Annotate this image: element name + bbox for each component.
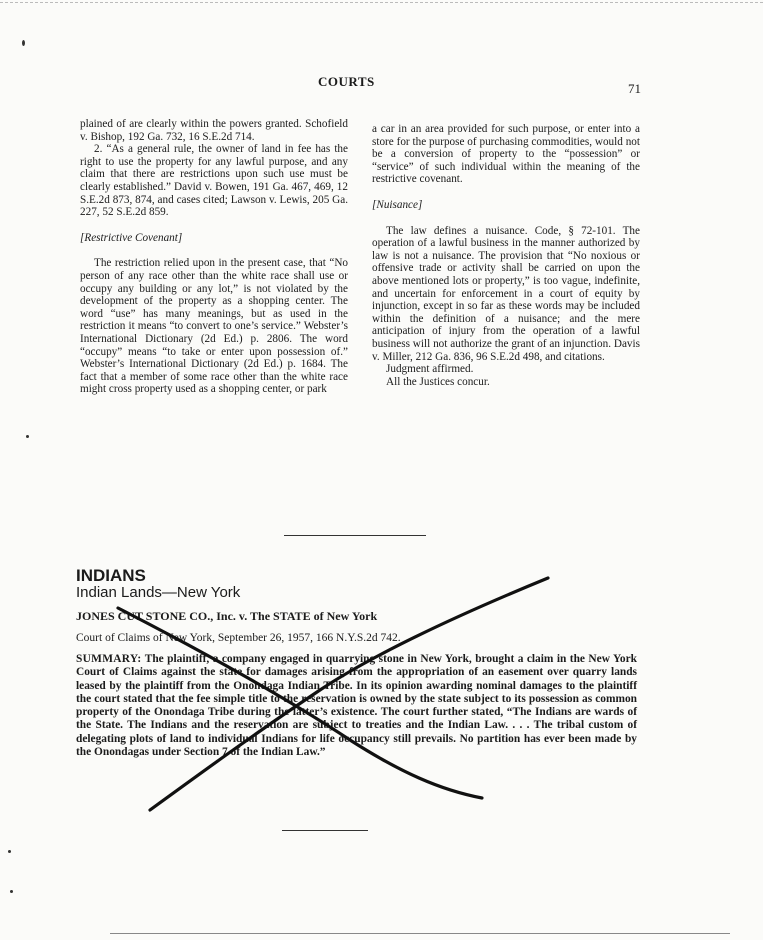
section-heading-restrictive-covenant: [Restrictive Covenant] — [80, 231, 183, 244]
section-heading-nuisance: [Nuisance] — [372, 198, 423, 211]
scan-speck — [22, 40, 25, 46]
footer-divider — [282, 830, 368, 831]
section-title: INDIANS — [76, 566, 146, 585]
scan-edge-top — [0, 2, 763, 3]
scan-speck — [8, 850, 11, 853]
summary-label: SUMMARY: — [76, 653, 142, 665]
left-column — [80, 118, 348, 396]
case-citation: Court of Claims of New York, September 26, 1957, 166 N.Y.S.2d 742. — [76, 632, 401, 644]
page-number: 71 — [628, 81, 641, 96]
scan-speck — [10, 890, 13, 893]
case-summary — [76, 653, 637, 759]
case-title: JONES CUT STONE CO., Inc. v. The STATE of New York — [76, 609, 378, 623]
running-header: COURTS — [318, 74, 375, 89]
scan-speck — [26, 435, 29, 438]
summary-text: The plaintiff, a company engaged in quarrying stone in New York, brought a claim in the New York Court of Claims against the state for damages arising from the appropriation of an easement over quarry lands leased by the plaintiff from the Onondaga Indian Tribe. In its opinion awarding nominal damages to the plaintiff the court stated that the fee simple title to the reservation is owned by the state subject to its possession as common property of the Onondaga Tribe during the latter’s existence. The court further stated, “The Indians are wards of the State. The Indians and the reservation are subject to treaties and the Indian Law. . . . The tribal custom of delegating plots of land to individual Indians for life occupancy still prevails. No partition has ever been made by the Onondagas under Section 7 of the Indian Law.” — [76, 653, 637, 759]
scan-edge-bottom — [110, 933, 730, 934]
right-column — [372, 123, 640, 388]
section-divider — [284, 535, 426, 536]
paragraph: plained of are clearly within the powers granted. Schofield v. Bishop, 192 Ga. 732, 16 S.E.2d 714. — [80, 118, 348, 143]
paragraph: 2. “As a general rule, the owner of land in fee has the right to use the property for any lawful purpose, and any claim that there are restrictions upon such use must be clearly established.” David v. Bowen, 191 Ga. 467, 469, 12 S.E.2d 873, 874, and cases cited; Lawson v. Lewis, 205 Ga. 227, 52 S.E.2d 859. — [80, 143, 348, 219]
concurrence-line: All the Justices concur. — [386, 375, 490, 388]
paragraph: a car in an area provided for such purpose, or enter into a store for the purpose of purchasing commodities, would not be a conversion of property to the “possession” or “service” of such individual within the meaning of the restrictive covenant. — [372, 123, 640, 186]
paragraph: The law defines a nuisance. Code, § 72-101. The operation of a lawful business in the manner authorized by law is not a nuisance. The provision that “No noxious or offensive trade or activity shall be carried on upon the above mentioned lots or property,” is too vague, indefinite, and uncertain for enforcement in a court of equity by injunction, except in so far as these words may be included within the definition of a nuisance; and the mere anticipation of injury from the operation of a lawful business will not authorize the grant of an injunction. Davis v. Miller, 212 Ga. 836, 96 S.E.2d 498, and citations. — [372, 224, 640, 363]
paragraph: The restriction relied upon in the present case, that “No person of any race other than the white race shall use or occupy any building or any lot,” is not violated by the development of the property as a shopping center. The word “use” has many meanings, but as used in the restriction it means “to convert to one’s service.” Webster’s International Dictionary (2d Ed.) p. 2806. The word “occupy” means “to take or enter upon possession of.” Webster’s International Dictionary (2d Ed.) p. 1684. The fact that a member of some race other than the white race might cross property used as a shopping center, or park — [80, 257, 348, 396]
judgment-line: Judgment affirmed. — [386, 363, 474, 376]
section-subtitle: Indian Lands—New York — [76, 584, 241, 601]
